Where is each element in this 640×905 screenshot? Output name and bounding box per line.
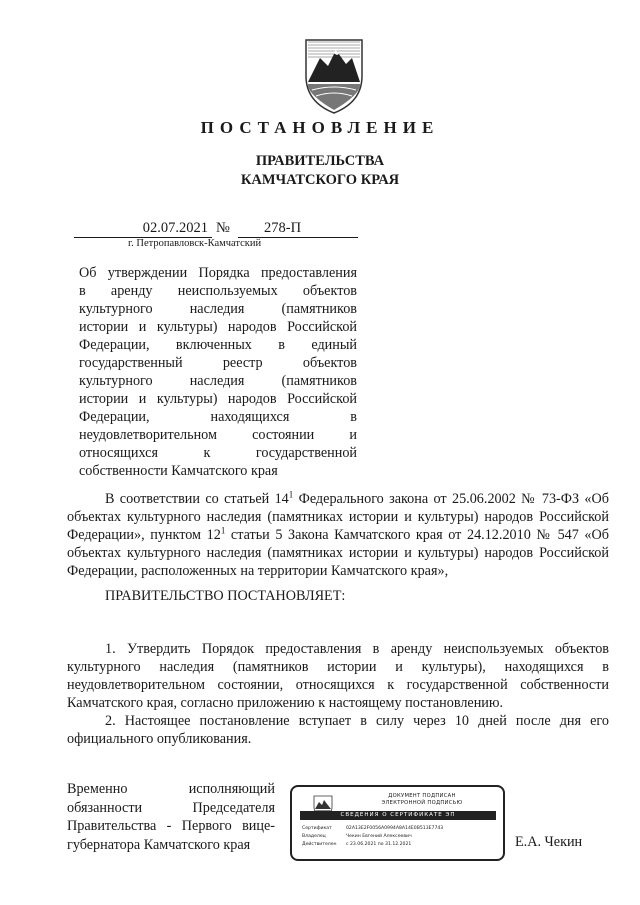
document-date: 02.07.2021 [74,220,212,238]
org-line-2: КАМЧАТСКОГО КРАЯ [240,172,400,188]
position-line: Правительства - Первого вице- [67,818,275,834]
subject-line: Федерации, включенных в единый [79,337,357,353]
document-subject [79,264,357,480]
document-type-title: ПОСТАНОВЛЕНИЕ [200,118,440,137]
subject-line: Федерации, находящихся в [79,409,357,425]
stamp-row [302,841,498,849]
stamp-row-value: Чекин Евгений Алексеевич [346,834,412,839]
subject-line: относящихся к государственной [79,445,357,461]
stamp-row-label: Действителен [302,842,337,847]
document-city: г. Петропавловск-Камчатский [128,238,262,249]
preamble-text: статьи 5 Закона Камчатского края от 24.12.2010 № 547 «Об объектах культурного наследия (памятниках истории и культуры) народов Российской Федерации, расположенных на территории Камчатского края», [67,527,609,579]
stamp-details [302,825,498,849]
subject-line: Об утверждении Порядка предоставления [79,265,357,281]
signer-position [67,780,275,854]
subject-line: культурного наследия (памятников [79,301,357,317]
position-line: губернатора Камчатского края [67,836,251,853]
superscript: 1 [220,525,226,536]
subject-line: неудовлетворительном состоянии и [79,427,357,443]
subject-line: культурного наследия (памятников [79,373,357,389]
org-line-1: ПРАВИТЕЛЬСТВА [255,153,385,169]
preamble-text: В соответствии со статьей 14 [105,491,289,507]
stamp-row-value: 02A13E2F0056A0994A8A14E0B513E7743 [346,826,444,831]
position-line: обязанности Председателя [67,799,275,816]
stamp-header [352,793,492,806]
stamp-row [302,833,498,841]
item-1-paragraph: 1. Утвердить Порядок предоставления в аренду неиспользуемых объектов культурного наследия (памятников истории и культуры), находящихся в неудовлетворительном состоянии, относящихся к государственной собственности Камчатского края, согласно приложению к настоящему постановлению. [67,641,609,711]
decree-statement: ПРАВИТЕЛЬСТВО ПОСТАНОВЛЯЕТ: [105,588,346,604]
stamp-header-line-1: ДОКУМЕНТ ПОДПИСАН [388,793,456,799]
item-2-paragraph: 2. Настоящее постановление вступает в силу через 10 дней после дня его официального опубликования. [67,713,609,747]
preamble-text: Федерального закона от 25.06.2002 № 73-ФЗ «Об объектах культурного наследия (памятниках истории и культуры) народов Российской Федерации», пунктом 12 [67,491,609,543]
subject-line: в аренду неиспользуемых объектов [79,283,357,299]
subject-line: собственности Камчатского края [79,463,278,479]
stamp-certificate-bar: СВЕДЕНИЯ О СЕРТИФИКАТЕ ЭП [300,811,496,820]
stamp-header-line-2: ЭЛЕКТРОННОЙ ПОДПИСЬЮ [381,799,463,806]
kamchatka-coat-of-arms-icon [300,36,368,116]
stamp-row [302,825,498,833]
electronic-signature-stamp [290,785,505,861]
preamble-paragraph [67,490,609,580]
stamp-row-label: Сертификат [302,826,332,831]
document-number: 278-П [238,220,358,238]
stamp-row-value: с 23.06.2021 по 31.12.2021 [346,842,412,847]
position-line: Временно исполняющий [67,781,275,797]
subject-line: истории и культуры) народов Российской [79,391,357,407]
stamp-row-label: Владелец [302,834,326,839]
issuing-organization [0,152,640,190]
number-sign: № [216,220,230,236]
signer-name: Е.А. Чекин [515,834,583,850]
superscript: 1 [288,489,294,500]
subject-line: истории и культуры) народов Российской [79,319,357,335]
subject-line: государственный реестр объектов [79,355,357,371]
